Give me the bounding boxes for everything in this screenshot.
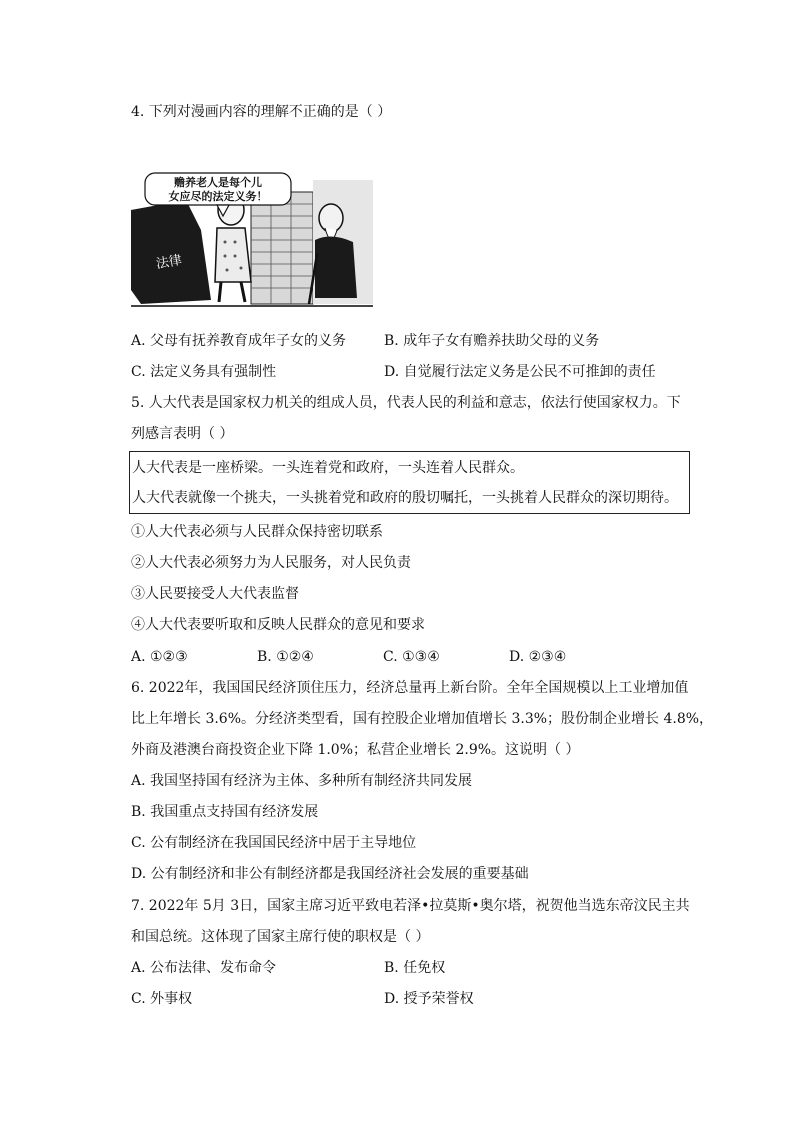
q5-statement-4: ④人大代表要听取和反映人民群众的意见和要求 bbox=[131, 617, 425, 633]
q5-statement-1: ①人大代表必须与人民群众保持密切联系 bbox=[131, 524, 383, 540]
q4-option-d: D. 自觉履行法定义务是公民不可推卸的责任 bbox=[384, 364, 656, 380]
q5-stem-line1: 5. 人大代表是国家权力机关的组成人员，代表人民的利益和意志，依法行使国家权力。下 bbox=[131, 395, 681, 411]
q6-option-c: C. 公有制经济在我国国民经济中居于主导地位 bbox=[131, 835, 417, 851]
q7-stem-line2: 和国总统。这体现了国家主席行使的职权是（ ） bbox=[131, 929, 430, 945]
cartoon-bubble-line1: 赡养老人是每个儿 bbox=[174, 176, 262, 189]
q5-statement-2: ②人大代表必须努力为人民服务，对人民负责 bbox=[131, 555, 411, 571]
cartoon-bubble-line2: 女应尽的法定义务！ bbox=[168, 190, 268, 203]
q5-option-b: B. ①②④ bbox=[257, 649, 314, 665]
cartoon-law-label: 法律 bbox=[154, 252, 184, 273]
q6-option-d: D. 公有制经济和非公有制经济都是我国经济社会发展的重要基础 bbox=[131, 866, 529, 882]
q4-option-a: A. 父母有抚养教育成年子女的义务 bbox=[131, 333, 347, 349]
q5-option-a: A. ①②③ bbox=[131, 649, 188, 665]
q6-option-b: B. 我国重点支持国有经济发展 bbox=[131, 804, 319, 820]
q5-stem-line2: 列感言表明（ ） bbox=[131, 426, 234, 442]
q6-option-a: A. 我国坚持国有经济为主体、多种所有制经济共同发展 bbox=[131, 773, 473, 789]
q5-option-d: D. ②③④ bbox=[509, 649, 567, 665]
q4-stem: 4. 下列对漫画内容的理解不正确的是（ ） bbox=[131, 104, 392, 120]
q7-option-b: B. 任免权 bbox=[384, 960, 446, 976]
q4-option-b: B. 成年子女有赡养扶助父母的义务 bbox=[384, 333, 600, 349]
q5-quote-line1: 人大代表是一座桥梁。一头连着党和政府，一头连着人民群众。 bbox=[132, 460, 524, 476]
q5-quote-line2: 人大代表就像一个挑夫，一头挑着党和政府的殷切嘱托，一头挑着人民群众的深切期待。 bbox=[132, 490, 678, 506]
q7-stem-line1: 7. 2022年 5月 3日，国家主席习近平致电若泽•拉莫斯•奥尔塔，祝贺他当选东帝汶民主共 bbox=[131, 898, 690, 914]
q5-option-c: C. ①③④ bbox=[383, 649, 440, 665]
q5-statement-3: ③人民要接受人大代表监督 bbox=[131, 586, 299, 602]
q7-option-a: A. 公布法律、发布命令 bbox=[131, 960, 277, 976]
q7-option-c: C. 外事权 bbox=[131, 991, 193, 1007]
q5-quote-box bbox=[129, 451, 690, 514]
q6-stem-line2: 比上年增长 3.6%。分经济类型看，国有控股企业增加值增长 3.3%；股份制企业增长 4.8%， bbox=[131, 711, 714, 727]
q7-option-d: D. 授予荣誉权 bbox=[384, 991, 474, 1007]
q4-option-c: C. 法定义务具有强制性 bbox=[131, 364, 277, 380]
q6-stem-line1: 6. 2022年，我国国民经济顶住压力，经济总量再上新台阶。全年全国规模以上工业增加值 bbox=[131, 680, 689, 696]
q6-stem-line3: 外商及港澳台商投资企业下降 1.0%；私营企业增长 2.9%。这说明（ ） bbox=[131, 742, 580, 758]
law-cartoon-image bbox=[131, 170, 373, 312]
